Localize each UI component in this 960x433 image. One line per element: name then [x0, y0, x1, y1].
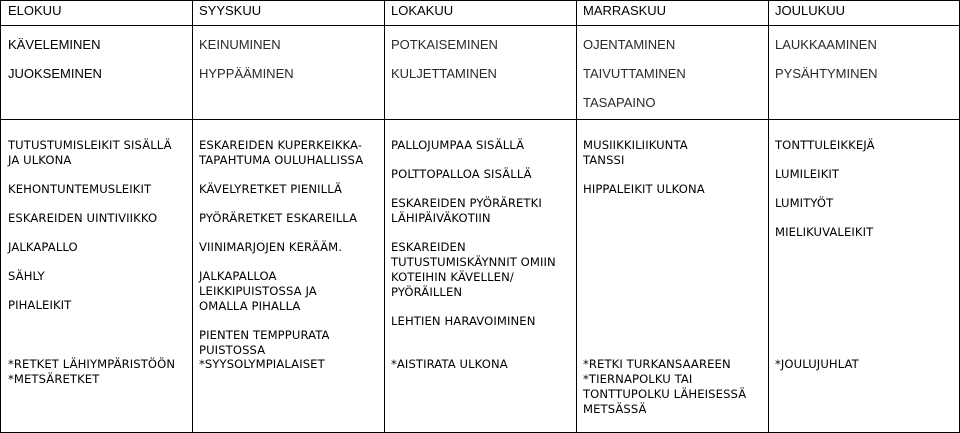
activity-line: MUSIIKKILIIKUNTA	[583, 138, 688, 152]
activity-line: ESKAREIDEN	[391, 240, 466, 254]
activity-line: PUISTOSSA	[199, 343, 266, 357]
event-line: *SYYSOLYMPIALAISET	[199, 357, 325, 371]
event-line: METSÄSSÄ	[583, 402, 647, 416]
col-divider-4	[768, 0, 769, 433]
activity-line: LUMITYÖT	[775, 196, 834, 210]
activity-line: PIENTEN TEMPPURATA	[199, 328, 330, 342]
activity-line: TANSSI	[583, 153, 625, 167]
activity-line: OMALLA PIHALLA	[199, 299, 301, 313]
activity-line: TUTUSTUMISLEIKIT SISÄLLÄ	[8, 138, 172, 152]
skill-kuljettaminen: KULJETTAMINEN	[391, 66, 497, 81]
activity-line: ESKAREIDEN UINTIVIIKKO	[8, 211, 158, 225]
event-line: *JOULUJUHLAT	[775, 357, 859, 371]
activity-line: KÄVELYRETKET PIENILLÄ	[199, 182, 343, 196]
activity-line: MIELIKUVALEIKIT	[775, 225, 874, 239]
activity-line: PYÖRÄRETKET ESKAREILLA	[199, 211, 358, 225]
activity-line: LUMILEIKIT	[775, 167, 840, 181]
activity-line: TAPAHTUMA OULUHALLISSA	[199, 153, 364, 167]
skill-tasapaino: TASAPAINO	[583, 95, 656, 110]
col-divider-1	[192, 0, 193, 433]
activity-line: TUTUSTUMISKÄYNNIT OMIIN	[391, 255, 556, 269]
activity-line: HIPPALEIKIT ULKONA	[583, 182, 705, 196]
col-divider-2	[384, 0, 385, 433]
activity-line: LEHTIEN HARAVOIMINEN	[391, 314, 536, 328]
event-line: TONTTUPOLKU LÄHEISESSÄ	[583, 387, 747, 401]
event-line: *RETKI TURKANSAAREEN	[583, 357, 731, 371]
activity-line: LÄHIPÄIVÄKOTIIN	[391, 211, 491, 225]
activity-line: JALKAPALLOA	[199, 269, 277, 283]
skill-ojentaminen: OJENTAMINEN	[583, 37, 676, 52]
row-divider-2	[0, 119, 960, 120]
skill-taivuttaminen: TAIVUTTAMINEN	[583, 66, 686, 81]
skill-laukkaaminen: LAUKKAAMINEN	[775, 37, 877, 52]
skill-keinuminen: KEINUMINEN	[199, 37, 281, 52]
activity-line: PALLOJUMPAA SISÄLLÄ	[391, 138, 525, 152]
activity-line: KEHONTUNTEMUSLEIKIT	[8, 182, 152, 196]
border-left	[0, 0, 1, 433]
activity-line: TONTTULEIKKEJÄ	[775, 138, 875, 152]
event-line: *AISTIRATA ULKONA	[391, 357, 508, 371]
activity-line: POLTTOPALLOA SISÄLLÄ	[391, 167, 532, 181]
border-top	[0, 0, 960, 1]
row-divider-1	[0, 25, 960, 26]
activity-line: JA ULKONA	[8, 153, 72, 167]
activity-line: ESKAREIDEN PYÖRÄRETKI	[391, 196, 542, 210]
activity-line: ESKAREIDEN KUPERKEIKKA-	[199, 138, 363, 152]
activity-line: KOTEIHIN KÄVELLEN/	[391, 270, 514, 284]
activity-line: SÄHLY	[8, 269, 45, 283]
activity-line: PYÖRÄILLEN	[391, 285, 463, 299]
event-line: *TIERNAPOLKU TAI	[583, 372, 693, 386]
activity-line: PIHALEIKIT	[8, 298, 72, 312]
activity-line: VIINIMARJOJEN KERÄÄM.	[199, 240, 342, 254]
skill-kaveleminen: KÄVELEMINEN	[8, 37, 101, 52]
skill-hyppaaminen: HYPPÄÄMINEN	[199, 66, 294, 81]
activity-line: JALKAPALLO	[8, 240, 78, 254]
month-marraskuu: MARRASKUU	[583, 3, 667, 18]
month-lokakuu: LOKAKUU	[391, 3, 454, 18]
skill-pysahtyminen: PYSÄHTYMINEN	[775, 66, 878, 81]
month-elokuu: ELOKUU	[8, 3, 62, 18]
event-line: *METSÄRETKET	[8, 372, 100, 386]
month-syyskuu: SYYSKUU	[199, 3, 262, 18]
skill-juokseminen: JUOKSEMINEN	[8, 66, 102, 81]
skill-potkaiseminen: POTKAISEMINEN	[391, 37, 498, 52]
month-joulukuu: JOULUKUU	[775, 3, 846, 18]
activity-line: LEIKKIPUISTOSSA JA	[199, 284, 317, 298]
col-divider-3	[576, 0, 577, 433]
event-line: *RETKET LÄHIYMPÄRISTÖÖN	[8, 357, 176, 371]
